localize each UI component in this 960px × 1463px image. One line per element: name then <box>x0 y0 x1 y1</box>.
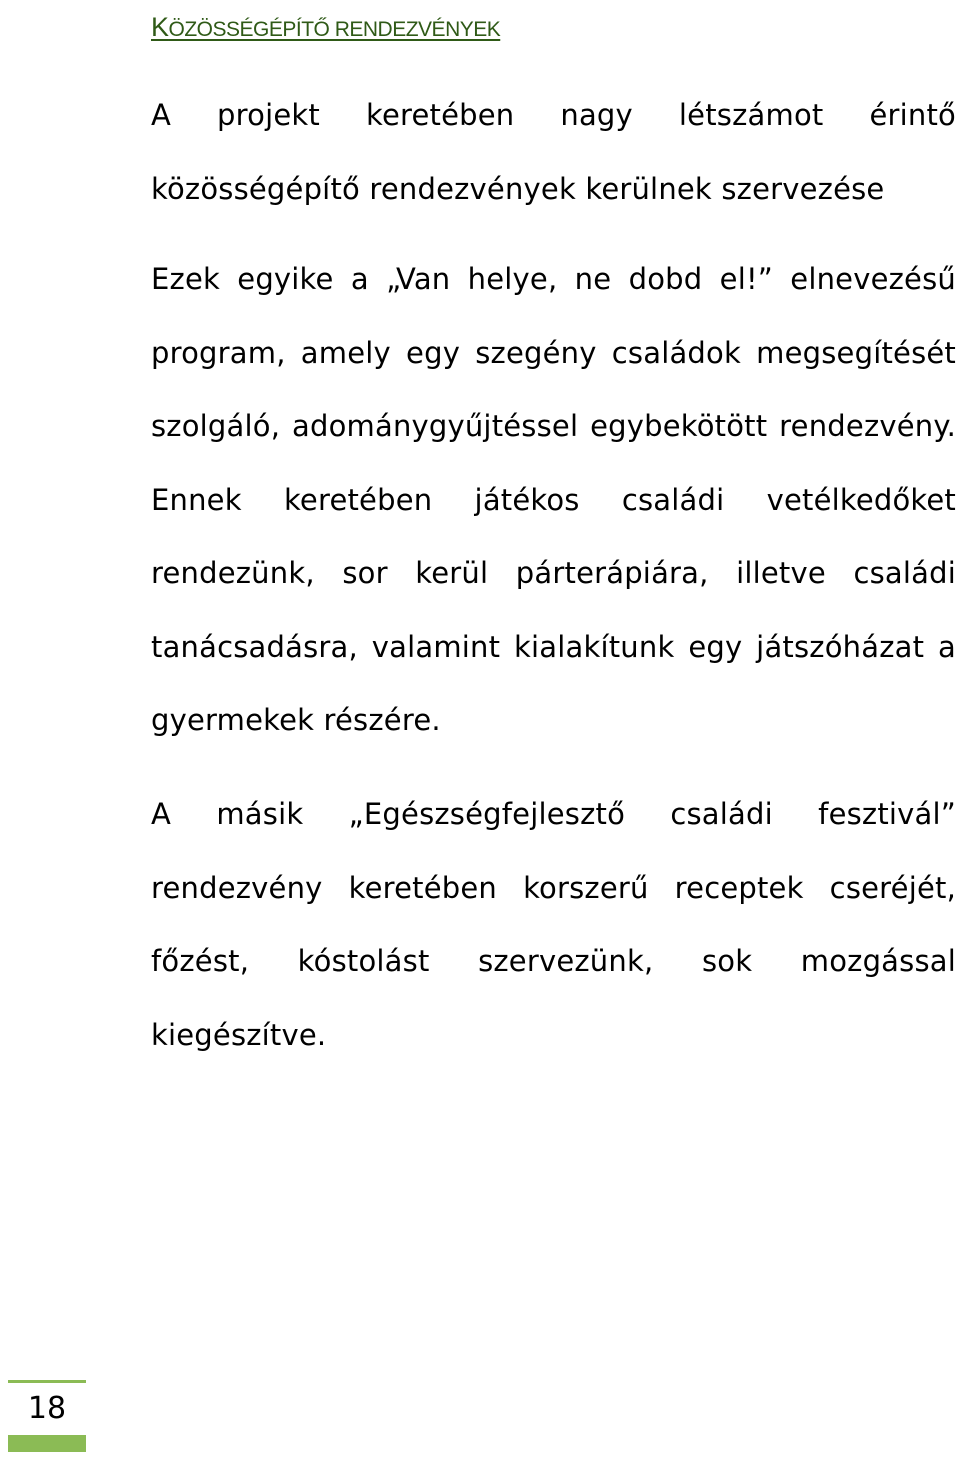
page-number: 18 <box>27 1391 67 1426</box>
paragraph-festival: A másik „Egészségfejlesztő családi fesztivál” rendezvény keretében korszerű receptek cseréjét, főzést, kóstolást szervezünk, sok mozgással kiegészítve. <box>151 797 956 1052</box>
section-heading-rest: ÖZÖSSÉGÉPÍTŐ RENDEZVÉNYEK <box>168 18 501 41</box>
page-number-box <box>8 1380 86 1452</box>
paragraph-van-helye: Ezek egyike a „Van helye, ne dobd el!” elnevezésű program, amely egy szegény családok megsegítését szolgáló, adománygyűjtéssel egybekötött rendezvény. Ennek keretében játékos családi vetélkedőket rendezünk, sor kerül párterápiára, illetve családi tanácsadásra, valamint kialakítunk egy játszóházat a gyermekek részére. <box>151 262 956 737</box>
section-heading-initial: K <box>151 12 169 42</box>
page-number-bottom-bar <box>8 1435 86 1452</box>
paragraph-intro: A projekt keretében nagy létszámot érintő közösségépítő rendezvények kerülnek szervezése <box>151 98 956 206</box>
page-number-top-rule <box>8 1380 86 1383</box>
section-heading <box>151 10 500 47</box>
